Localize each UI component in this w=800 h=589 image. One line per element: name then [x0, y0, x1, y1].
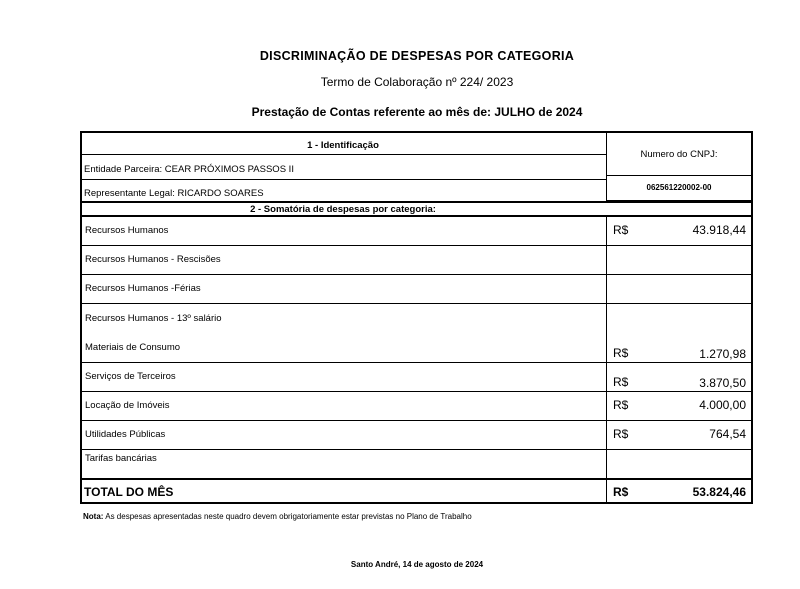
partner-entity: Entidade Parceira: CEAR PRÓXIMOS PASSOS II — [84, 164, 294, 175]
table-border-bottom — [80, 502, 753, 504]
currency-symbol: R$ — [613, 346, 629, 360]
expense-amount: 1.270,98 — [699, 347, 746, 361]
expense-amount: 4.000,00 — [699, 398, 746, 412]
reporting-period: Prestação de Contas referente ao mês de: JULHO de 2024 — [251, 105, 583, 119]
expense-label: Utilidades Públicas — [85, 429, 166, 440]
expense-amount: 764,54 — [709, 427, 746, 441]
total-amount: 53.824,46 — [692, 485, 746, 499]
total-currency: R$ — [613, 485, 629, 499]
place-and-date: Santo André, 14 de agosto de 2024 — [350, 560, 484, 569]
cnpj-label: Numero do CNPJ: — [640, 149, 718, 160]
footnote — [83, 512, 472, 521]
identification-section-title: 1 - Identificação — [307, 140, 379, 151]
expense-label: Tarifas bancárias — [85, 453, 157, 464]
expense-label: Recursos Humanos - 13º salário — [85, 313, 222, 324]
expense-label: Materiais de Consumo — [85, 342, 181, 353]
expense-label: Recursos Humanos — [85, 225, 169, 236]
currency-symbol: R$ — [613, 398, 629, 412]
table-border-top — [80, 131, 753, 133]
expense-amount: 43.918,44 — [692, 223, 746, 237]
expenses-section-title: 2 - Somatória de despesas por categoria: — [250, 204, 436, 215]
footnote-text: As despesas apresentadas neste quadro devem obrigatoriamente estar previstas no Plano de Trabalho — [103, 512, 472, 521]
expense-label: Locação de Imóveis — [85, 400, 170, 411]
cnpj-value: 062561220002-00 — [646, 183, 712, 192]
currency-symbol: R$ — [613, 223, 629, 237]
expense-label: Serviços de Terceiros — [85, 371, 176, 382]
total-label: TOTAL DO MÊS — [84, 485, 174, 499]
document-title: DISCRIMINAÇÃO DE DESPESAS POR CATEGORIA — [259, 49, 575, 63]
expense-amount: 3.870,50 — [699, 376, 746, 390]
currency-symbol: R$ — [613, 375, 629, 389]
footnote-prefix: Nota: — [83, 512, 104, 521]
currency-symbol: R$ — [613, 427, 629, 441]
legal-representative: Representante Legal: RICARDO SOARES — [84, 188, 264, 199]
document-subtitle: Termo de Colaboração nº 224/ 2023 — [320, 75, 514, 89]
expense-label: Recursos Humanos -Férias — [85, 283, 201, 294]
expense-label: Recursos Humanos - Rescisões — [85, 254, 221, 265]
